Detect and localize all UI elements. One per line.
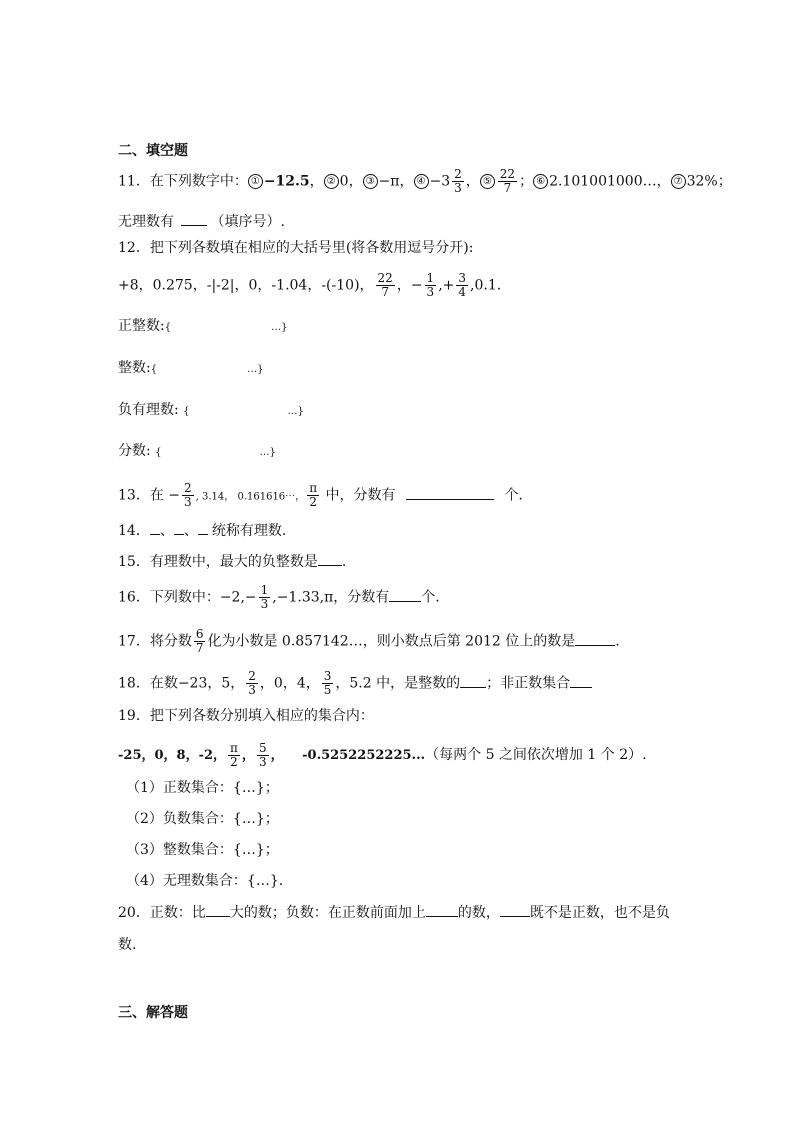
question-13: 13．在 − $\frac{2}{3}$ , 3.14， 0.161616⋯， $\frac{\pi}{2}$ 中，分数有 个. xyxy=(118,481,523,509)
fraction: $\frac{6}{7}$ xyxy=(195,627,204,655)
fraction: $\frac{2}{3}$ xyxy=(184,481,192,509)
question-14: 14． 、 、 统称有理数. xyxy=(118,523,287,539)
set-integers: 整数:{ …} xyxy=(118,360,264,376)
fraction: $\frac{22}{7}$ xyxy=(499,167,516,195)
answer-blank[interactable] xyxy=(150,522,160,535)
answer-blank[interactable] xyxy=(575,633,615,646)
fraction: $\frac{3}{4}$ xyxy=(458,271,467,299)
answer-blank[interactable] xyxy=(500,904,530,917)
question-12-numbers: +8，0.275，-|-2|，0，-1.04，-(-10)， $\frac{22}{7}$ ，− $\frac{1}{3}$ ,+ $\frac{3}{4}$ ,0.1. xyxy=(118,271,502,299)
fraction: $\frac{22}{7}$ xyxy=(377,271,393,299)
set-integer: （3）整数集合：{…}； xyxy=(126,842,279,858)
answer-blank[interactable] xyxy=(198,522,208,535)
fraction: $\frac{\pi}{2}$ xyxy=(309,481,318,509)
set-negative-rationals: 负有理数: { …} xyxy=(118,402,304,418)
answer-blank[interactable] xyxy=(570,675,592,688)
section-title-answer: 三、解答题 xyxy=(118,1005,188,1021)
set-negative: （2）负数集合：{…}； xyxy=(126,811,279,827)
question-17: 17．将分数 $\frac{6}{7}$ 化为小数是 0.857142…，则小数点后第 2012 位上的数是 . xyxy=(118,627,620,655)
fraction: $\frac{1}{3}$ xyxy=(260,583,269,611)
fraction: $\frac{2}{3}$ xyxy=(454,167,462,195)
answer-blank[interactable] xyxy=(174,522,184,535)
question-11: 11．在下列数字中： ① −12.5， ② 0， ③ −π， ④ −3 $\frac{2}{3}$ ， ⑤ $\frac{22}{7}$ ； ⑥ 2.101001000…， ⑦ 32%； xyxy=(118,167,732,195)
question-11-line2: 无理数有 （填序号）. xyxy=(118,214,285,230)
question-16: 16．下列数中：−2,− $\frac{1}{3}$ ,−1.33,π，分数有 个. xyxy=(118,583,440,611)
set-fractions: 分数: { …} xyxy=(118,443,276,459)
question-20: 20．正数：比 大的数；负数：在正数前面加上 的数， 既不是正数，也不是负 xyxy=(118,905,670,921)
question-20-line2: 数. xyxy=(118,937,137,953)
fraction: $\frac{3}{5}$ xyxy=(323,669,332,697)
fraction: $\frac{\pi}{2}$ xyxy=(230,741,238,769)
answer-blank[interactable] xyxy=(181,213,207,226)
fraction: $\frac{2}{3}$ xyxy=(248,669,256,697)
answer-blank[interactable] xyxy=(406,487,494,500)
answer-blank[interactable] xyxy=(426,904,458,917)
fraction: $\frac{1}{3}$ xyxy=(426,271,435,299)
answer-blank[interactable] xyxy=(206,904,230,917)
question-15: 15．有理数中，最大的负整数是 . xyxy=(118,554,347,570)
question-19-numbers: -25，0，8，-2， $\frac{\pi}{2}$ ， $\frac{5}{3}$ ， -0.5252252225...（每两个 5 之间依次增加 1 个 2）. xyxy=(118,741,647,769)
set-positive-integers: 正整数:{ …} xyxy=(118,318,288,334)
set-irrational: （4）无理数集合：{…}. xyxy=(126,873,284,889)
section-title-fill-in: 二、填空题 xyxy=(118,143,188,159)
set-positive: （1）正数集合：{…}； xyxy=(126,780,279,796)
question-12: 12．把下列各数填在相应的大括号里(将各数用逗号分开): xyxy=(118,240,474,256)
question-18: 18．在数−23，5， $\frac{2}{3}$ ，0，4， $\frac{3}{5}$ ，5.2 中，是整数的 ；非正数集合 xyxy=(118,670,592,697)
question-19: 19．把下列各数分别填入相应的集合内： xyxy=(118,708,374,724)
answer-blank[interactable] xyxy=(389,589,421,602)
fraction: $\frac{5}{3}$ xyxy=(258,741,267,769)
answer-blank[interactable] xyxy=(460,675,486,688)
answer-blank[interactable] xyxy=(318,553,342,566)
